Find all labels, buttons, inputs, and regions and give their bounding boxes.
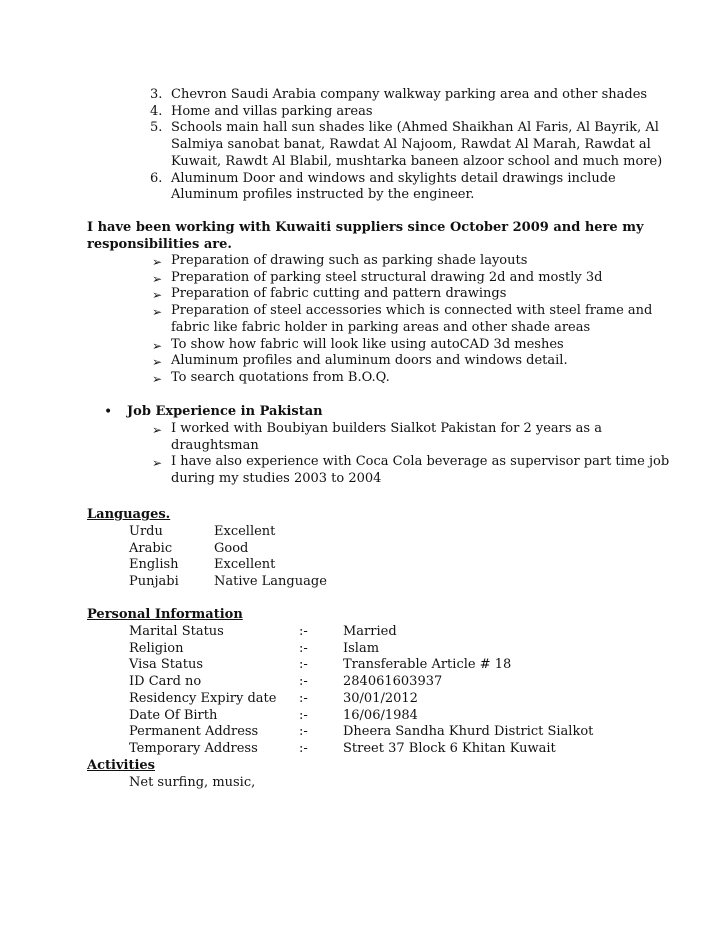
language-level: Native Language (214, 574, 327, 590)
personal-info-separator: :- (299, 740, 308, 756)
personal-info-label: Religion (129, 640, 184, 656)
arrow-bullet-icon: ➢ (152, 305, 163, 320)
language-level: Excellent (214, 524, 276, 539)
arrow-bullet-icon: ➢ (152, 355, 163, 370)
pakistan-experience-item: draughtsman (171, 437, 259, 453)
responsibility-item: To show how fabric will look like using autoCAD 3d meshes (171, 336, 564, 352)
responsibility-item: Aluminum profiles and aluminum doors and windows detail. (171, 353, 568, 369)
personal-info-separator: :- (299, 674, 308, 690)
list-number: 3. (150, 87, 163, 102)
activities-heading: Activities (87, 758, 155, 773)
responsibility-item: Preparation of fabric cutting and pattern drawings (171, 286, 507, 302)
language-name: Urdu (129, 524, 163, 539)
personal-info-label: Residency Expiry date (129, 690, 277, 706)
language-level: Good (214, 540, 249, 556)
pakistan-experience-item: during my studies 2003 to 2004 (171, 471, 382, 487)
personal-info-value: Street 37 Block 6 Khitan Kuwait (343, 740, 556, 756)
personal-info-value: Dheera Sandha Khurd District Sialkot (343, 724, 594, 740)
personal-info-separator: :- (299, 707, 308, 723)
personal-info-value: Transferable Article # 18 (343, 657, 512, 673)
activities-text: Net surfing, music, (129, 775, 256, 790)
personal-info-separator: :- (299, 724, 308, 740)
arrow-bullet-icon: ➢ (152, 338, 163, 353)
list-item-text: Salmiya sanobat banat, Rawdat Al Najoom, Rawdat Al Marah, Rawdat al (171, 137, 651, 153)
responsibility-item: Preparation of drawing such as parking shade layouts (171, 253, 528, 268)
arrow-bullet-icon: ➢ (152, 456, 163, 471)
personal-info-separator: :- (299, 624, 308, 639)
pakistan-experience-item: I worked with Boubiyan builders Sialkot Pakistan for 2 years as a (171, 421, 602, 436)
language-name: Arabic (129, 540, 173, 556)
languages-heading: Languages. (87, 507, 171, 522)
list-item-text: Chevron Saudi Arabia company walkway parking area and other shades (171, 87, 648, 102)
responsibility-item: fabric like fabric holder in parking areas and other shade areas (171, 319, 591, 335)
arrow-bullet-icon: ➢ (152, 255, 163, 269)
pakistan-experience-item: I have also experience with Coca Cola beverage as supervisor part time job (171, 454, 670, 470)
personal-info-heading: Personal Information (87, 607, 243, 622)
personal-info-label: Temporary Address (129, 740, 258, 756)
list-item-text: Aluminum profiles instructed by the engineer. (171, 187, 475, 203)
personal-info-label: Permanent Address (129, 724, 259, 740)
responsibility-item: To search quotations from B.O.Q. (171, 369, 390, 385)
list-item-text: Home and villas parking areas (171, 103, 373, 119)
section-heading-kuwait: responsibilities are. (87, 236, 232, 252)
personal-info-separator: :- (299, 690, 308, 706)
list-item-text: Kuwait, Rawdt Al Blabil, mushtarka baneen alzoor school and much more) (171, 153, 663, 169)
bullet-icon: • (104, 404, 113, 420)
responsibility-item: Preparation of parking steel structural drawing 2d and mostly 3d (171, 269, 603, 285)
list-item-text: Schools main hall sun shades like (Ahmed Shaikhan Al Faris, Al Bayrik, Al (171, 120, 659, 136)
personal-info-label: Date Of Birth (129, 707, 218, 723)
personal-info-label: Visa Status (129, 657, 204, 673)
responsibility-item: Preparation of steel accessories which is connected with steel frame and (171, 303, 653, 319)
list-number: 5. (150, 120, 163, 136)
list-number: 4. (150, 103, 163, 119)
personal-info-label: Marital Status (129, 624, 224, 639)
arrow-bullet-icon: ➢ (152, 423, 163, 437)
personal-info-separator: :- (299, 657, 308, 673)
arrow-bullet-icon: ➢ (152, 371, 163, 386)
language-name: English (129, 557, 179, 573)
section-heading-kuwait: I have been working with Kuwaiti suppliers since October 2009 and here my (87, 220, 644, 235)
personal-info-value: Islam (343, 640, 380, 656)
personal-info-value: 30/01/2012 (343, 690, 418, 706)
list-number: 6. (150, 170, 163, 186)
section-heading-pakistan: Job Experience in Pakistan (127, 404, 323, 419)
language-level: Excellent (214, 557, 276, 573)
language-name: Punjabi (129, 574, 179, 590)
personal-info-value: 16/06/1984 (343, 707, 418, 723)
list-item-text: Aluminum Door and windows and skylights detail drawings include (171, 170, 616, 186)
personal-info-label: ID Card no (129, 674, 202, 690)
arrow-bullet-icon: ➢ (152, 288, 163, 303)
personal-info-value: 284061603937 (343, 674, 443, 690)
personal-info-separator: :- (299, 640, 308, 656)
personal-info-value: Married (343, 624, 397, 639)
arrow-bullet-icon: ➢ (152, 271, 163, 286)
